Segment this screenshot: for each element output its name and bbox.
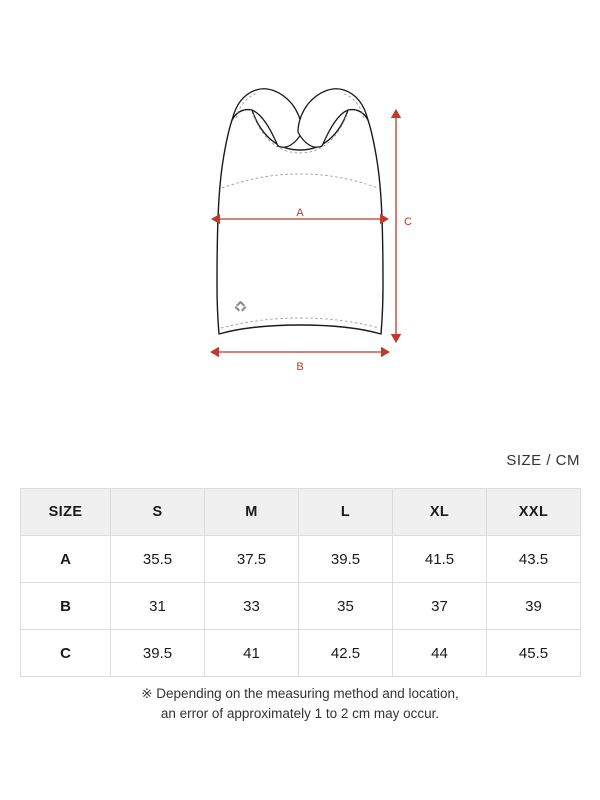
footnote-line-1: ※ Depending on the measuring method and location, [141, 686, 459, 701]
table-cell: 37 [393, 583, 487, 630]
measure-label-c: C [404, 216, 412, 228]
table-row [21, 630, 581, 677]
table-row-label: A [21, 536, 111, 583]
table-row [21, 536, 581, 583]
table-header-row [21, 489, 581, 536]
table-cell: 39.5 [299, 536, 393, 583]
table-row-label: B [21, 583, 111, 630]
table-cell: 39.5 [111, 630, 205, 677]
table-cell: 39 [487, 583, 581, 630]
table-cell: 44 [393, 630, 487, 677]
table-cell: 33 [205, 583, 299, 630]
table-cell: 37.5 [205, 536, 299, 583]
table-header-cell: XL [393, 489, 487, 536]
unit-label: SIZE / CM [506, 452, 580, 469]
table-row-label: C [21, 630, 111, 677]
table-cell: 41 [205, 630, 299, 677]
table-header-cell: L [299, 489, 393, 536]
table-cell: 43.5 [487, 536, 581, 583]
measure-label-b: B [296, 361, 304, 373]
table-cell: 35.5 [111, 536, 205, 583]
table-cell: 31 [111, 583, 205, 630]
footnote [0, 684, 600, 724]
measure-label-a: A [296, 207, 304, 219]
table-row [21, 583, 581, 630]
table-cell: 41.5 [393, 536, 487, 583]
footnote-line-2: an error of approximately 1 to 2 cm may occur. [160, 706, 440, 721]
table-cell: 35 [299, 583, 393, 630]
table-header-cell: XXL [487, 489, 581, 536]
table-header-cell: M [205, 489, 299, 536]
table-cell: 42.5 [299, 630, 393, 677]
size-table-wrapper [20, 488, 580, 677]
table-cell: 45.5 [487, 630, 581, 677]
size-table [20, 488, 581, 677]
table-header-cell: SIZE [21, 489, 111, 536]
table-header-cell: S [111, 489, 205, 536]
